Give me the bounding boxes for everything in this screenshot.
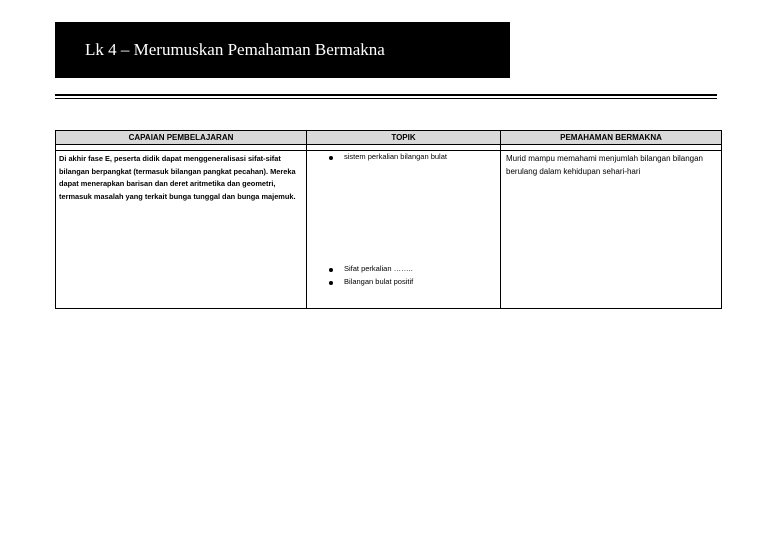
bullet-icon [329, 156, 333, 160]
title-banner [55, 22, 510, 78]
topic-list-top [307, 151, 500, 164]
column-header-capaian: CAPAIAN PEMBELAJARAN [56, 131, 307, 145]
topic-item-text: Sifat perkalian …….. [344, 264, 413, 273]
topic-list-bottom [307, 263, 500, 288]
topik-cell [307, 151, 501, 309]
table-row [56, 151, 722, 309]
pemahaman-cell [501, 151, 722, 309]
list-item [307, 263, 500, 276]
list-item [307, 151, 500, 164]
column-header-pemahaman: PEMAHAMAN BERMAKNA [501, 131, 722, 145]
capaian-cell [56, 151, 307, 309]
divider-line-thin [55, 98, 717, 99]
page-title: Lk 4 – Merumuskan Pemahaman Bermakna [85, 40, 385, 59]
pemahaman-text: Murid mampu memahami menjumlah bilangan bilangan berulang dalam kehidupan sehari-hari [506, 154, 703, 176]
column-header-topik: TOPIK [307, 131, 501, 145]
bullet-icon [329, 268, 333, 272]
bullet-icon [329, 281, 333, 285]
divider-line-thick [55, 94, 717, 96]
list-item [307, 276, 500, 289]
topic-item-text: Bilangan bulat positif [344, 276, 414, 286]
table-header-row [56, 131, 722, 145]
worksheet-table [55, 130, 722, 309]
topic-item-text: sistem perkalian bilangan bulat [344, 152, 447, 161]
capaian-text: Di akhir fase E, peserta didik dapat menggeneralisasi sifat-sifat bilangan berpangkat (termasuk bilangan pangkat pecahan). Mereka dapat menerapkan barisan dan deret aritmetika dan geometri, termasuk masalah yang terkait bunga tunggal dan bunga majemuk. [59, 154, 296, 201]
